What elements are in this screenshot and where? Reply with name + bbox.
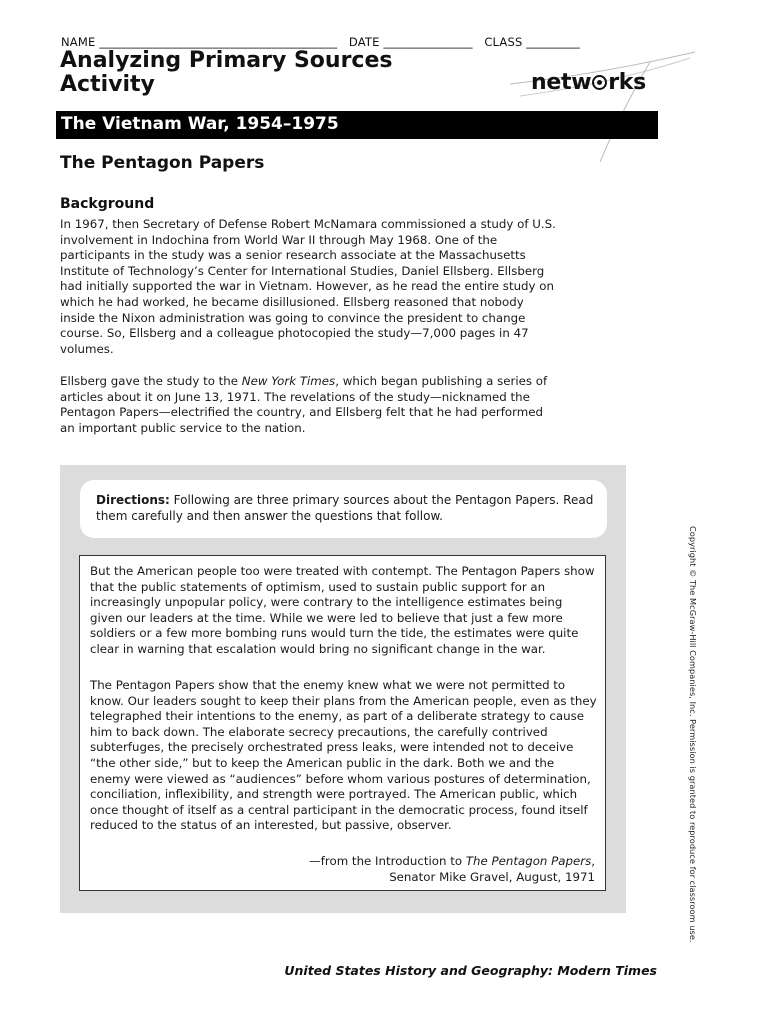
activity-title — [60, 49, 393, 97]
citation-work-title: The Pentagon Papers — [465, 854, 592, 868]
citation-prefix: —from the Introduction to — [308, 854, 466, 868]
logo-text-end: rks — [608, 70, 646, 95]
directions-body: Following are three primary sources about the Pentagon Papers. Read them carefully and then answer the questions that follow. — [96, 493, 594, 523]
name-label: NAME — [61, 35, 96, 49]
activity-title-line2: Activity — [60, 72, 155, 97]
name-blank[interactable]: ________________________________________ — [99, 35, 338, 49]
copyright-notice — [686, 526, 700, 943]
date-blank[interactable]: _______________ — [383, 35, 473, 49]
para2-text-start: Ellsberg gave the study to the — [60, 374, 242, 388]
logo-o-icon — [592, 75, 607, 90]
directions-label: Directions: — [96, 493, 170, 507]
citation-comma: , — [591, 854, 595, 868]
activity-title-line1: Analyzing Primary Sources — [60, 48, 393, 73]
primary-source-box — [79, 555, 606, 891]
directions-box — [80, 480, 607, 538]
directions-text — [96, 492, 596, 524]
unit-title: The Vietnam War, 1954–1975 — [61, 114, 339, 134]
newspaper-title: New York Times — [241, 374, 336, 388]
unit-title-bar — [56, 111, 658, 139]
class-blank[interactable]: _________ — [526, 35, 580, 49]
background-paragraph-1: In 1967, then Secretary of Defense Robert McNamara commissioned a study of U.S. involvement in Indochina from World War II through May 1968. One of the participants in the study was a senior research associate at the Massachusetts Institute of Technology’s Center for International Studies, Daniel Ellsberg. Ellsberg had initially supported the war in Vietnam. However, as he read the entire study on which he had worked, he became disillusioned. Ellsberg reasoned that nobody inside the Nixon administration was going to convince the president to change course. So, Ellsberg and a colleague photocopied the study—7,000 pages in 47 volumes. — [60, 217, 556, 356]
brand-swoosh-graphic — [500, 44, 700, 164]
logo-text-start: netw — [531, 70, 592, 95]
source-citation-line1 — [115, 854, 595, 870]
background-heading: Background — [60, 196, 155, 212]
class-label: CLASS — [484, 35, 523, 49]
source-paragraph-2: The Pentagon Papers show that the enemy knew what we were not permitted to know. Our leaders sought to keep their plans from the American people, even as they telegraphed their intentions to the enemy, as part of a deliberate strategy to cause him to back down. The elaborate secrecy precautions, the carefully contrived subterfuges, the precisely orchestrated press leaks, were intended not to deceive “the other side,” but to keep the American public in the dark. Both we and the enemy were viewed as “audiences” before whom various postures of determination, conciliation, inflexibility, and strength were portrayed. The American public, which once thought of itself as a central participant in the democratic process, found itself reduced to the status of an interested, but passive, observer. — [90, 678, 597, 833]
lesson-title: The Pentagon Papers — [60, 153, 265, 173]
para2-text-end: , which began publishing a series of articles about it on June 13, 1971. The revelations of the study—nicknamed the Pentagon Papers—electrified the country, and Ellsberg felt that he had performed an important public service to the nation. — [60, 374, 548, 435]
book-title-footer: United States History and Geography: Modern Times — [284, 963, 657, 978]
networks-logo — [531, 70, 646, 95]
source-paragraph-1: But the American people too were treated with contempt. The Pentagon Papers show that the public statements of optimism, used to sustain public support for an increasingly unpopular policy, were contrary to the intelligence estimates being given our leaders at the time. While we were led to believe that just a few more soldiers or a few more bombing runs would turn the tide, the estimates were quite clear in warning that escalation would bring no significant change in the war. — [90, 564, 595, 656]
date-label: DATE — [348, 35, 380, 49]
source-citation-line2: Senator Mike Gravel, August, 1971 — [389, 870, 595, 884]
copyright-text: Copyright © The McGraw-Hill Companies, Inc. Permission is granted to reproduce for classroom use. — [688, 526, 698, 943]
background-paragraph-2 — [60, 374, 560, 436]
